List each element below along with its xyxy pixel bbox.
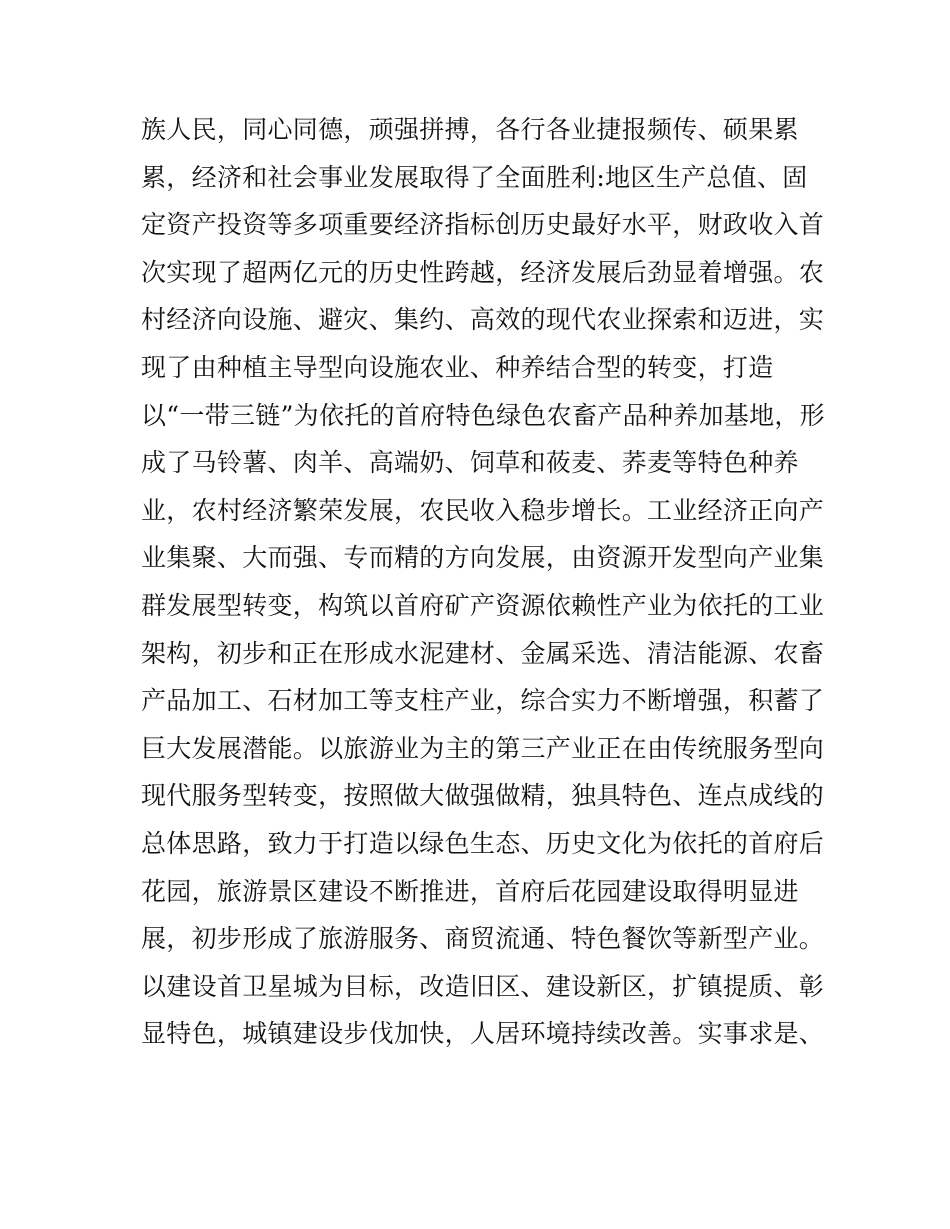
text-line: 现了由种植主导型向设施农业、种养结合型的转变，打造 [141, 352, 774, 382]
text-line: 花园，旅游景区建设不断推进，首府后花园建设取得明显进 [141, 876, 799, 906]
text-line: 巨大发展潜能。以旅游业为主的第三产业正在由传统服务型向 [141, 733, 825, 763]
text-line: 成了马铃薯、肉羊、高端奶、饲草和莜麦、荞麦等特色种养 [141, 448, 799, 478]
text-line: 业，农村经济繁荣发展，农民收入稳步增长。工业经济正向产 [141, 495, 825, 525]
text-line: 群发展型转变，构筑以首府矿产资源依赖性产业为依托的工业 [141, 590, 825, 620]
text-line: 业集聚、大而强、专而精的方向发展，由资源开发型向产业集 [141, 543, 825, 573]
text-line: 展，初步形成了旅游服务、商贸流通、特色餐饮等新型产业。 [141, 924, 825, 954]
text-line: 村经济向设施、避灾、集约、高效的现代农业探索和迈进，实 [141, 305, 825, 335]
body-paragraph [141, 106, 825, 1058]
text-line: 次实现了超两亿元的历史性跨越，经济发展后劲显着增强。农 [141, 257, 825, 287]
text-line: 总体思路，致力于打造以绿色生态、历史文化为依托的首府后 [141, 828, 825, 858]
text-line: 架构，初步和正在形成水泥建材、金属采选、清洁能源、农畜 [141, 638, 825, 668]
text-line: 定资产投资等多项重要经济指标创历史最好水平，财政收入首 [141, 210, 825, 240]
text-line: 以“一带三链”为依托的首府特色绿色农畜产品种养加基地，形 [141, 400, 825, 430]
text-line: 以建设首卫星城为目标，改造旧区、建设新区，扩镇提质、彰 [141, 971, 825, 1001]
text-line: 显特色，城镇建设步伐加快，人居环境持续改善。实事求是、 [141, 1019, 825, 1049]
text-line: 累，经济和社会事业发展取得了全面胜利:地区生产总值、固 [141, 162, 808, 192]
text-line: 族人民，同心同德，顽强拼搏，各行各业捷报频传、硕果累 [141, 115, 799, 144]
text-line: 现代服务型转变，按照做大做强做精，独具特色、连点成线的 [141, 781, 825, 811]
text-line: 产品加工、石材加工等支柱产业，综合实力不断增强，积蓄了 [141, 686, 825, 716]
